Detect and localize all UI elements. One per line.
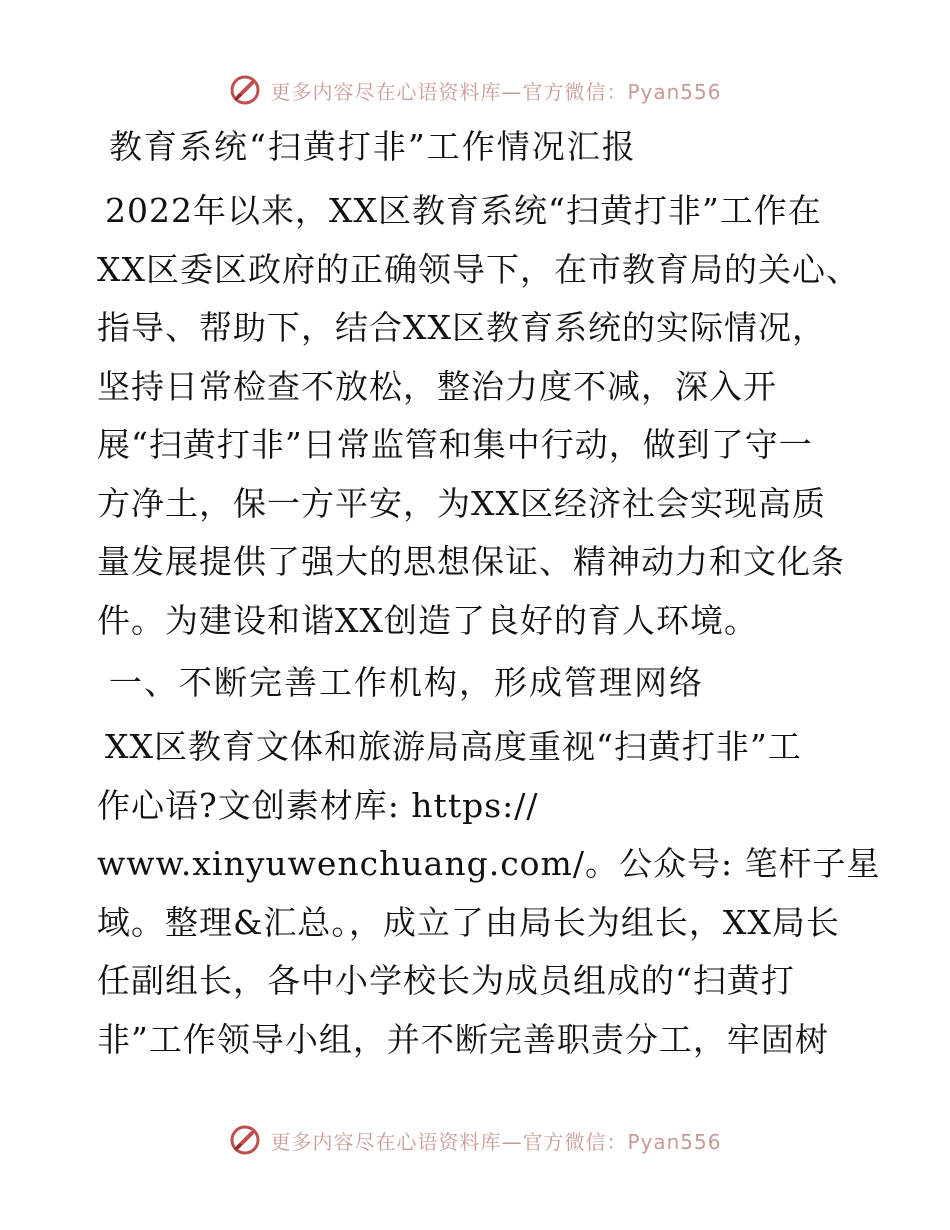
intro-paragraph	[97, 182, 860, 650]
paragraph-line: www.xinyuwenchuang.com/。公众号: 笔杆子星	[97, 844, 881, 883]
paragraph-line: 量发展提供了强大的思想保证、精神动力和文化条	[97, 542, 845, 581]
paragraph-line: 域。整理&汇总。，成立了由局长为组长，XX局长	[97, 902, 840, 942]
paragraph-line: XX区委区政府的正确领导下，在市教育局的关心、	[97, 249, 860, 289]
watermark-text: 更多内容尽在心语资料库—官方微信：Pyan556	[270, 79, 722, 104]
paragraph-line: 2022年以来，XX区教育系统“扫黄打非”工作在	[105, 191, 822, 230]
paragraph-line: 非”工作领导小组，并不断完善职责分工，牢固树	[97, 1019, 829, 1059]
document-title: 教育系统“扫黄打非”工作情况汇报	[109, 127, 637, 166]
watermark-text: 更多内容尽在心语资料库—官方微信：Pyan556	[270, 1129, 722, 1154]
paragraph-line: XX区教育文体和旅游局高度重视“扫黄打非”工	[105, 727, 802, 766]
section-paragraph	[97, 718, 881, 1069]
footer-watermark	[0, 1120, 950, 1160]
pen-logo-icon	[228, 1123, 262, 1157]
section-heading: 一、不断完善工作机构，形成管理网络	[109, 663, 704, 702]
paragraph-line: 作心语?文创素材库: https://	[97, 785, 539, 825]
paragraph-line: 方净土，保一方平安，为XX区经济社会实现高质	[97, 483, 826, 523]
paragraph-line: 指导、帮助下，结合XX区教育系统的实际情况，	[97, 308, 826, 347]
paragraph-line: 坚持日常检查不放松，整治力度不减，深入开	[97, 366, 777, 406]
paragraph-line: 任副组长，各中小学校长为成员组成的“扫黄打	[97, 961, 795, 1000]
pen-logo-icon	[228, 73, 262, 107]
paragraph-line: 件。为建设和谐XX创造了良好的育人环境。	[97, 600, 758, 640]
paragraph-line: 展“扫黄打非”日常监管和集中行动，做到了守一	[97, 425, 813, 464]
header-watermark	[0, 70, 950, 110]
document-body	[97, 118, 881, 1069]
